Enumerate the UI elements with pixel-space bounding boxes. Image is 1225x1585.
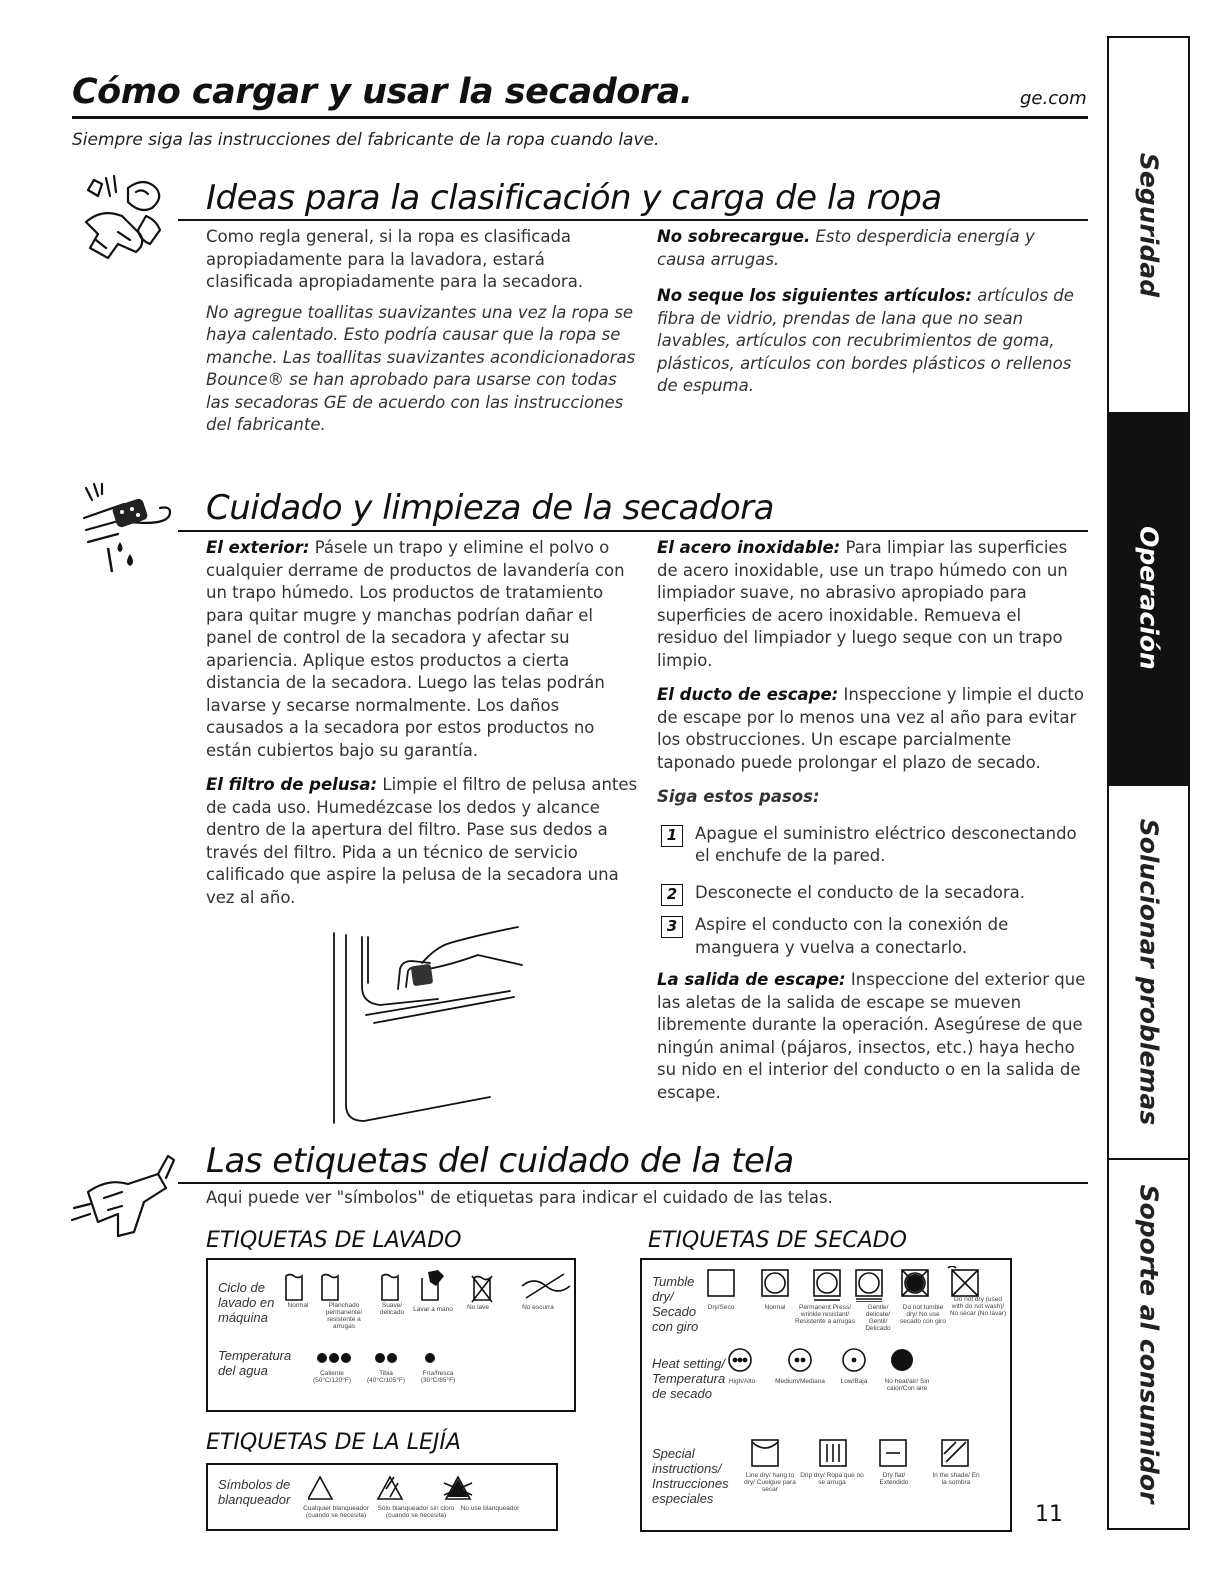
wash-cycle-normal: Normal bbox=[287, 1302, 309, 1309]
water-temp-cold: Fría/fresca (30°C/85°F) bbox=[420, 1370, 456, 1384]
wash-cycle-label: Ciclo de lavado en máquina bbox=[218, 1280, 275, 1325]
heat-medium: Medium/Mediana bbox=[775, 1378, 825, 1385]
exhaust-duct-care: El ducto de escape: Inspeccione y limpie el ducto de escape por lo menos una vez al año para evitar los obstrucciones. Un escape parcialmente taponado puede prolongar el plazo de secado. bbox=[657, 685, 1084, 772]
stainless-steel-care: El acero inoxidable: Para limpiar las superficies de acero inoxidable, use un trapo húmedo con un limpiador suave, no abrasivo apropiado para superficies de acero inoxidable. Remueva el residuo del limpiador y luego seque con un trapo limpio. bbox=[657, 538, 1068, 670]
sorting-general-rule: Como regla general, si la ropa es clasificada apropiadamente para la lavadora, estará clasificada apropiadamente para la secadora. bbox=[206, 227, 584, 291]
tab-operacion[interactable]: Operación bbox=[1107, 412, 1190, 786]
water-temp-warm: Tibia (40°C/105°F) bbox=[366, 1370, 406, 1384]
hand-icon bbox=[428, 1270, 444, 1286]
site-url[interactable]: ge.com bbox=[1020, 88, 1087, 109]
header-rule bbox=[72, 116, 1088, 119]
bleach-labels-box bbox=[206, 1463, 558, 1531]
lint-filter-illustration bbox=[318, 925, 538, 1130]
step-3: 3 Aspire el conducto con la conexión de manguera y vuelva a conectarlo. bbox=[657, 914, 1087, 959]
heat-high: High/Alto bbox=[728, 1378, 756, 1385]
bleach-symbols-label: Símbolos de blanqueador bbox=[218, 1477, 291, 1507]
no-heat-icon bbox=[891, 1349, 913, 1371]
cleaning-sponge-icon bbox=[80, 482, 180, 582]
heat-setting-symbols bbox=[726, 1346, 966, 1376]
water-temp-label: Temperatura del agua bbox=[218, 1348, 292, 1378]
garment-tag-icon bbox=[64, 1148, 194, 1248]
overload-note: No sobrecargue. Esto desperdicia energía y causa arrugas. bbox=[657, 227, 1035, 269]
do-not-wash-icon bbox=[472, 1276, 492, 1302]
step-2: 2 Desconecte el conducto de la secadora. bbox=[657, 882, 1087, 905]
tab-seguridad[interactable]: Seguridad bbox=[1107, 36, 1190, 414]
drip-dry-icon bbox=[827, 1444, 839, 1462]
page-title: Cómo cargar y usar la secadora. bbox=[72, 72, 693, 112]
any-bleach-icon bbox=[308, 1477, 332, 1499]
special-drip-dry: Drip dry/ Ropa que no se arruga bbox=[800, 1472, 864, 1486]
non-chlorine-bleach-icon bbox=[378, 1477, 402, 1499]
special-dry-flat: Dry flat/ Extendido bbox=[879, 1472, 909, 1486]
wash-cycle-gentle: Suave/ delicado bbox=[379, 1302, 405, 1316]
exhaust-outlet-care: La salida de escape: Inspeccione del exterior que las aletas de la salida de escape se mueven libremente durante la operación. Asegúrese de que ningún animal (pájaros, insectos, etc.) haya hecho su nido en el interior del conducto o en la salida de escape. bbox=[657, 970, 1086, 1102]
bleach-non-chlorine: Sólo blanqueador sin cloro (cuando se necesita) bbox=[377, 1505, 455, 1519]
special-line-dry: Line dry/ hang to dry/ Cuelgue para secar bbox=[744, 1472, 796, 1493]
wash-cycle-do-not-wring: No escurra bbox=[522, 1304, 554, 1311]
care-left-column bbox=[206, 537, 638, 917]
care-right-column bbox=[657, 537, 1087, 1112]
tumble-dry-seco: Dry/Seco bbox=[707, 1304, 735, 1311]
wash-labels-box bbox=[206, 1258, 576, 1412]
steps-heading: Siga estos pasos: bbox=[657, 787, 820, 806]
wash-tub-gentle-icon bbox=[382, 1275, 398, 1301]
sorting-rule bbox=[178, 219, 1088, 221]
heat-low: Low/Baja bbox=[840, 1378, 868, 1385]
dry-labels-box bbox=[640, 1258, 1012, 1532]
dry-labels-title: ETIQUETAS DE SECADO bbox=[648, 1228, 907, 1253]
wash-cycle-hand-wash: Lavar a mano bbox=[413, 1306, 453, 1313]
lint-filter-care: El filtro de pelusa: Limpie el filtro de pelusa antes de cada uso. Humedézcase los dedos y alcance dentro de la apertura del filtro. Pase sus dedos a través del filtro. Pida a un técnico de servicio calificado que aspire la pelusa de la secadora una vez al año. bbox=[206, 775, 638, 907]
bleach-symbols bbox=[308, 1473, 518, 1503]
line-dry-icon bbox=[752, 1442, 778, 1448]
care-section-title: Cuidado y limpieza de la secadora bbox=[206, 488, 774, 528]
tumble-normal-icon bbox=[765, 1273, 785, 1293]
labels-rule bbox=[178, 1182, 1088, 1184]
special-instructions-symbols bbox=[740, 1436, 1000, 1472]
heat-setting-label: Heat setting/ Temperatura de secado bbox=[652, 1356, 726, 1401]
page-subtitle: Siempre siga las instrucciones del fabricante de la ropa cuando lave. bbox=[72, 130, 660, 150]
laundry-clothes-icon bbox=[66, 170, 186, 280]
tumble-gentle: Gentle/ delicate/ Gentil/ Delicado bbox=[865, 1304, 891, 1332]
exterior-care: El exterior: Pásele un trapo y elimine el polvo o cualquier derrame de productos de lavandería con un trapo húmedo. Los productos de tratamiento para quitar mugre y manchas podrían dañar el panel de control de la secadora y afectar su apariencia. Aplique estos productos a cierta distancia de la secadora. Luego las telas podrán lavarse y secarse normalmente. Los daños causados a la secadora por estos productos no están cubiertos bajo su garantía. bbox=[206, 538, 625, 760]
labels-section-title: Las etiquetas del cuidado de la tela bbox=[206, 1141, 794, 1181]
sorting-left-column bbox=[206, 226, 636, 445]
sorting-right-column bbox=[657, 226, 1077, 406]
heat-medium-icon bbox=[789, 1349, 811, 1371]
tumble-do-not-tumble: Do not tumble dry/ No use secado con giro bbox=[900, 1304, 946, 1325]
special-instructions-label: Special instructions/ Instrucciones especiales bbox=[652, 1446, 729, 1506]
do-not-wring-icon bbox=[522, 1274, 570, 1298]
special-shade: In the shade/ En la sombra bbox=[932, 1472, 980, 1486]
page-number: 11 bbox=[1035, 1502, 1063, 1527]
labels-intro: Aqui puede ver "símbolos" de etiquetas para indicar el cuidado de las telas. bbox=[206, 1188, 833, 1207]
bleach-none: No use blanqueador bbox=[460, 1505, 520, 1512]
bleach-any: Cualquier blanqueador (cuando se necesita) bbox=[303, 1505, 369, 1519]
gentle-icon bbox=[856, 1299, 882, 1302]
sorting-section-title: Ideas para la clasificación y carga de la ropa bbox=[206, 178, 942, 218]
tumble-do-not-dry: Do not dry (used with do not wash)/ No secar (No lavar) bbox=[949, 1296, 1007, 1317]
wash-labels-title: ETIQUETAS DE LAVADO bbox=[206, 1228, 462, 1253]
care-rule bbox=[178, 530, 1088, 532]
step-1: 1 Apague el suministro eléctrico desconectando el enchufe de la pared. bbox=[657, 823, 1087, 868]
heat-none: No heat/air/ Sin calor/Con aire bbox=[884, 1378, 930, 1392]
wash-cycle-permanent-press: Planchado permanente/ resistente a arrugas bbox=[325, 1302, 363, 1330]
tab-solucionar-problemas[interactable]: Solucionar problemas bbox=[1107, 786, 1190, 1160]
wash-tub-normal-icon bbox=[286, 1275, 302, 1301]
water-temp-dots bbox=[312, 1348, 462, 1368]
sorting-softener-note: No agregue toallitas suavizantes una vez la ropa se haya calentado. Esto podría causar que la ropa se manche. Las toallitas suavizantes acondicionadoras Bounce® se han aprobado para usarse con todas las secadoras GE de acuerdo con las instrucciones del fabricante. bbox=[206, 302, 636, 434]
do-not-dry-note: No seque los siguientes artículos: artículos de fibra de vidrio, prendas de lana que no sean lavables, artículos con recubrimientos de goma, plásticos, artículos con bordes plásticos o rellenos de espuma. bbox=[657, 286, 1074, 395]
dry-icon bbox=[708, 1270, 734, 1296]
wash-cycle-do-not-wash: No lave bbox=[466, 1304, 490, 1311]
tumble-dry-label: Tumble dry/ Secado con giro bbox=[652, 1274, 699, 1334]
tumble-normal: Normal bbox=[764, 1304, 786, 1311]
tab-soporte-al-consumidor[interactable]: Soporte al consumidor bbox=[1107, 1160, 1190, 1530]
tumble-permanent-press: Permanent Press/ wrinkle resistant/ Resistente a arrugas bbox=[795, 1304, 855, 1325]
bleach-labels-title: ETIQUETAS DE LA LEJÍA bbox=[206, 1430, 461, 1455]
dry-in-shade-icon bbox=[944, 1442, 966, 1462]
water-temp-hot: Caliente (50°C/120°F) bbox=[312, 1370, 352, 1384]
wash-tub-permanent-press-icon bbox=[322, 1275, 338, 1301]
